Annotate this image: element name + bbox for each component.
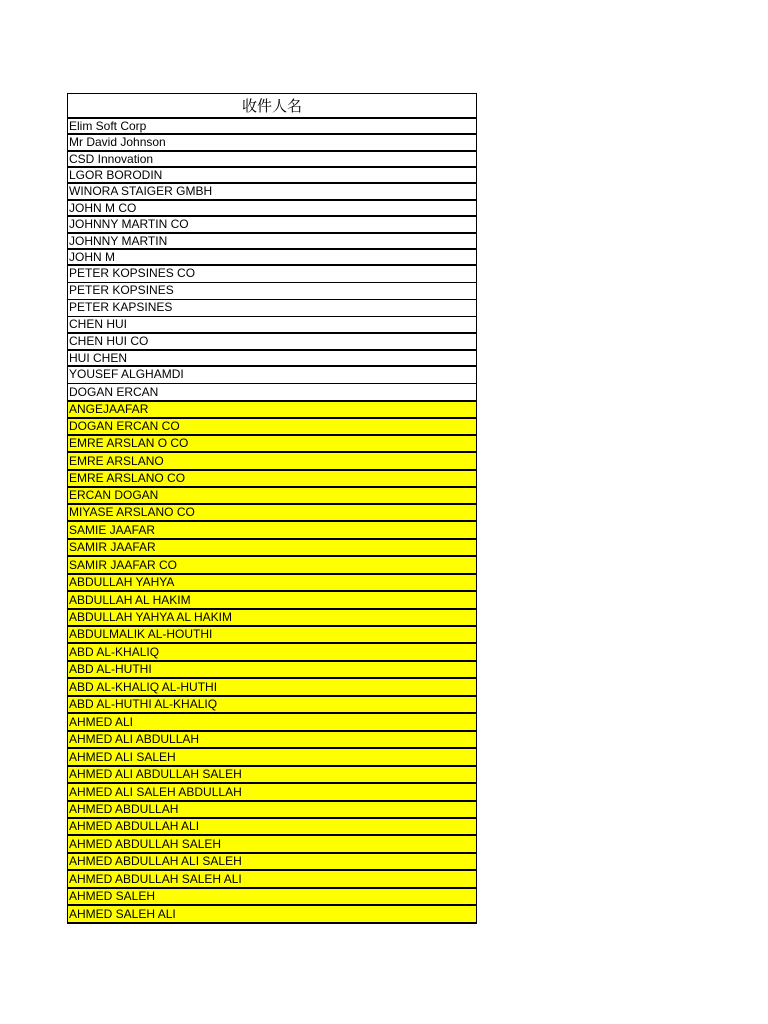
table-row[interactable]: AHMED ABDULLAH [68,802,476,819]
table-row[interactable]: PETER KOPSINES CO [68,266,476,283]
table-row[interactable]: SAMIE JAAFAR [68,522,476,540]
table-row[interactable]: MIYASE ARSLANO CO [68,505,476,522]
column-header[interactable]: 收件人名 [68,93,476,119]
table-row[interactable]: DOGAN ERCAN [68,384,476,402]
table-row[interactable]: ABDULMALIK AL-HOUTHI [68,627,476,644]
table-row[interactable]: CHEN HUI [68,317,476,334]
table-row[interactable]: WINORA STAIGER GMBH [68,184,476,201]
table-row[interactable]: AHMED ABDULLAH ALI [68,819,476,836]
table-row[interactable]: AHMED ALI SALEH [68,749,476,767]
table-row[interactable]: JOHN M CO [68,201,476,217]
rows-container [68,119,476,924]
table-row[interactable]: AHMED SALEH [68,889,476,906]
table-row[interactable]: AHMED SALEH ALI [68,906,476,924]
table-row[interactable]: ABDULLAH YAHYA AL HAKIM [68,610,476,627]
table-row[interactable]: CSD Innovation [68,152,476,168]
table-row[interactable]: ANGEJAAFAR [68,402,476,419]
spreadsheet-table [67,93,477,924]
table-row[interactable]: ABDULLAH AL HAKIM [68,592,476,610]
table-row[interactable]: Mr David Johnson [68,135,476,152]
table-row[interactable]: PETER KAPSINES [68,300,476,317]
table-row[interactable]: AHMED ABDULLAH SALEH [68,836,476,854]
table-row[interactable]: EMRE ARSLANO [68,453,476,471]
table-row[interactable]: YOUSEF ALGHAMDI [68,367,476,384]
table-row[interactable]: ERCAN DOGAN [68,488,476,505]
table-row[interactable]: PETER KOPSINES [68,283,476,300]
table-row[interactable]: EMRE ARSLANO CO [68,471,476,488]
table-row[interactable]: JOHNNY MARTIN CO [68,217,476,234]
table-row[interactable]: SAMIR JAAFAR [68,540,476,557]
table-row[interactable]: AHMED ALI [68,714,476,732]
table-row[interactable]: ABD AL-KHALIQ [68,644,476,662]
table-row[interactable]: AHMED ABDULLAH ALI SALEH [68,854,476,871]
table-row[interactable]: JOHN M [68,250,476,266]
table-row[interactable]: Elim Soft Corp [68,119,476,135]
table-row[interactable]: EMRE ARSLAN O CO [68,436,476,453]
table-row[interactable]: AHMED ALI SALEH ABDULLAH [68,784,476,802]
table-row[interactable]: DOGAN ERCAN CO [68,419,476,436]
table-row[interactable]: LGOR BORODIN [68,168,476,184]
table-row[interactable]: ABD AL-HUTHI AL-KHALIQ [68,697,476,714]
table-row[interactable]: AHMED ALI ABDULLAH SALEH [68,767,476,784]
table-row[interactable]: JOHNNY MARTIN [68,234,476,250]
table-row[interactable]: AHMED ABDULLAH SALEH ALI [68,871,476,889]
table-row[interactable]: ABD AL-HUTHI [68,662,476,679]
table-row[interactable]: AHMED ALI ABDULLAH [68,732,476,749]
table-row[interactable]: SAMIR JAAFAR CO [68,557,476,575]
table-row[interactable]: CHEN HUI CO [68,334,476,351]
table-row[interactable]: HUI CHEN [68,351,476,367]
table-row[interactable]: ABD AL-KHALIQ AL-HUTHI [68,679,476,697]
table-row[interactable]: ABDULLAH YAHYA [68,575,476,592]
